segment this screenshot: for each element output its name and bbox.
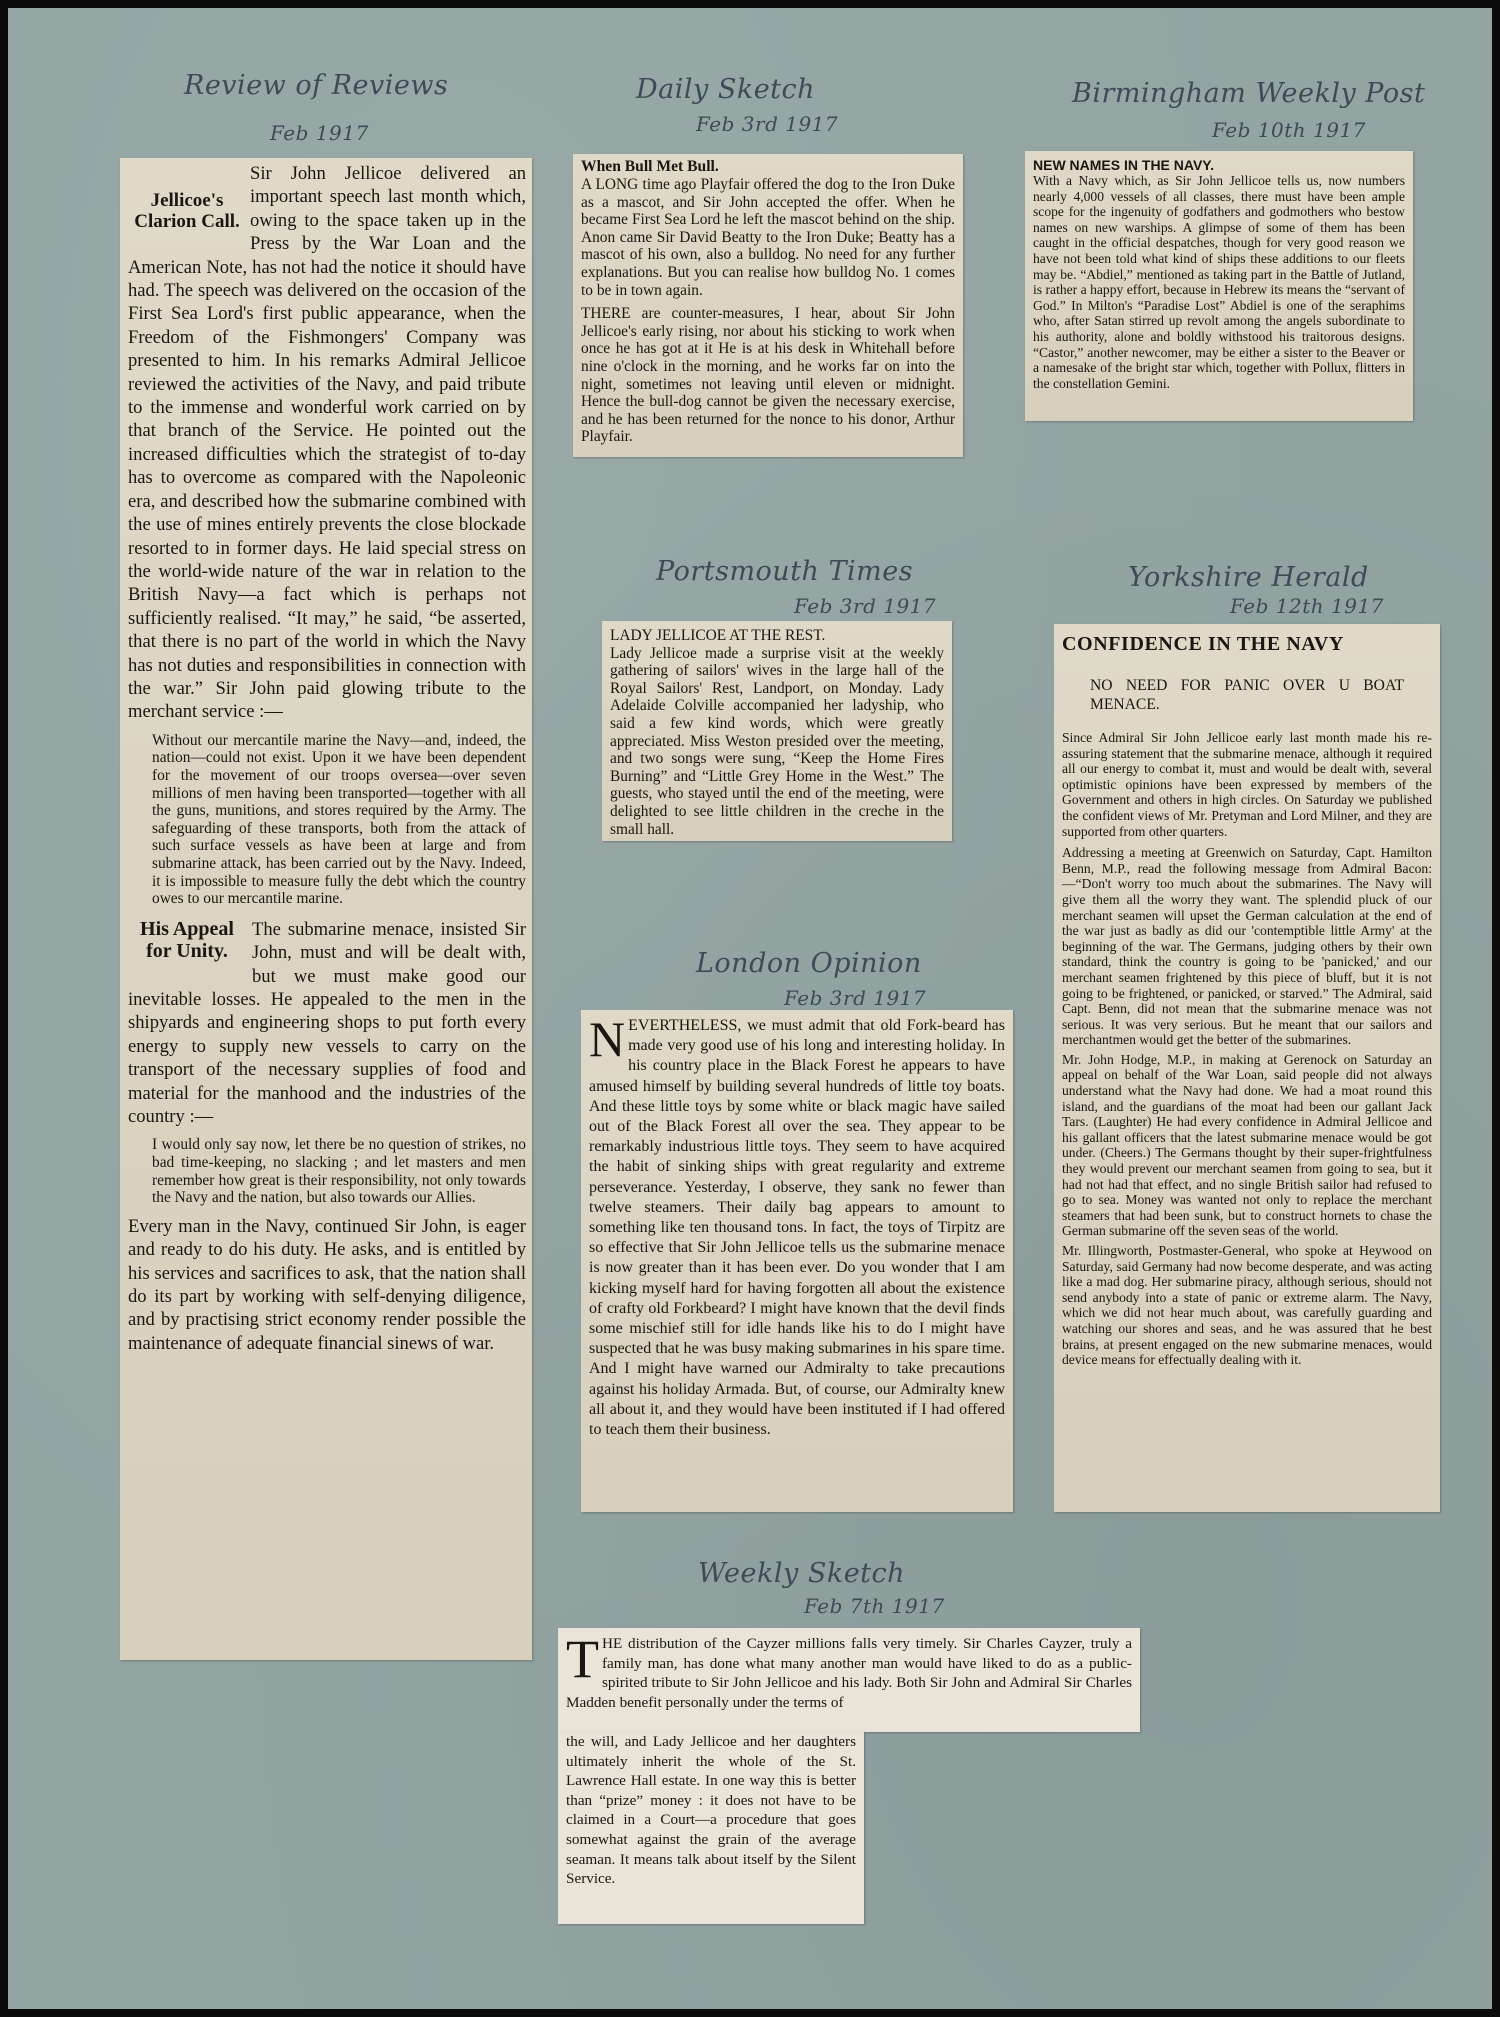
- clipping-portsmouth-times: [602, 621, 952, 841]
- clipping-london-opinion: [581, 1010, 1013, 1512]
- portsmouth-text: Lady Jellicoe made a surprise visit at the weekly gathering of sailors' wives in the large hall of the Royal Sailors' Rest, Landport, on Monday. Lady Adelaide Colville accompanied her ladyship, who said a few kind words, which were greatly appreciated. Miss Weston presided over the meeting, and two songs were sung, “Keep the Home Fires Burning” and “Little Grey Home in the West.” The guests, who stayed until the end of the meeting, were delighted to see little children in the creche in the small hall.: [610, 644, 944, 838]
- weekly-text-top: HE distribution of the Cayzer millions falls very timely. Sir Charles Cayzer, truly a family man, has done what many another man would have liked to do as a public-spirited tribute to Sir John Jellicoe and his lady. Both Sir John and Admiral Sir Charles Madden benefit personally under the terms of: [566, 1635, 1132, 1711]
- review-every-man-para: Every man in the Navy, continued Sir John, is eager and ready to do his duty. He asks, and is entitled by his services and sacrifices to ask, that the nation shall do its part by working with self-denying diligence, and by practising strict economy render possible the maintenance of adequate financial sinews of war.: [128, 1215, 526, 1354]
- clipping-birmingham-weekly-post: [1025, 151, 1413, 421]
- source-birmingham-weekly-post: Birmingham Weekly Post: [1072, 78, 1426, 109]
- daily-title: When Bull Met Bull.: [581, 158, 719, 175]
- yorkshire-para-statement: Since Admiral Sir John Jellicoe early last month made his re-assuring statement that the submarine menace, although it required all our energy to combat it, must and would be dealt with, several optimistic opinions have been expressed by members of the Government and others in high circles. On Saturday we published the confident views of Mr. Pretyman and Lord Milner, and they are supported from other quarters.: [1062, 730, 1432, 839]
- yorkshire-para-hodge: Mr. John Hodge, M.P., in making at Gerenock on Saturday an appeal on behalf of the War Loan, said people did not always understand what the Navy had done. We had a moat round this island, and the guardians of the moat had been our gallant Jack Tars. (Laughter) He had every confidence in Admiral Jellicoe and his gallant officers that the latest submarine menace would be got under. (Cheers.) The Germans thought by their super-frightfulness they would prevent our merchant seamen from going to sea, but it had not had that effect, and no single British sailor had refused to go to sea. Money was wanted not only to replace the merchant steamers that had been sunk, but to construct hornets to chase the German submarine off the seven seas of the world.: [1062, 1051, 1432, 1239]
- review-intro: Sir John Jellicoe delivered an important speech last month which, owing to the space taken up in the Press by the War Loan and the American Note, has not had the notice it should have had. The speech was delivered on the occasion of the First Sea Lord's first public appearance, when the Freedom of the Fishmongers' Company was presented to him. In his remarks Admiral Jellicoe reviewed the activities of the Navy, and paid tribute to the immense and wonderful work carried on by that branch of the Service. He pointed out the increased difficulties which the strategist of to-day has to overcome as compared with the Napoleonic era, and described how the submarine combined with the use of mines entirely prevents the close blockade resorted to in former days. He laid special stress on the world-wide nature of the war in relation to the British Navy—a fact which is perhaps not sufficiently realised. “It may,” he said, “be asserted, that there is no part of the world in which the Navy has not duties and responsibilities in connection with the war.” Sir John paid glowing tribute to the merchant service :—: [128, 163, 526, 723]
- review-quote-mercantile: Without our mercantile marine the Navy—and, indeed, the nation—could not exist. Upon it we have been dependent for the movement of our troops oversea—over seven millions of men having been transported—together with all the guns, munitions, and stores required by the Army. The safeguarding of these transports, both from the attack of such surface vessels as have been at large and from submarine attack, has been carried out by the Navy. Indeed, it is impossible to measure fully the debt which the country owes to our mercantile marine.: [152, 731, 526, 908]
- source-weekly-sketch: Weekly Sketch: [698, 1558, 906, 1589]
- side-head-clarion-call: Jellicoe's Clarion Call.: [134, 190, 240, 232]
- london-dropcap: N: [589, 1011, 626, 1067]
- source-portsmouth-times: Portsmouth Times: [656, 556, 914, 587]
- source-daily-sketch: Daily Sketch: [636, 74, 816, 105]
- scrapbook-page: [8, 8, 1492, 2009]
- weekly-dropcap: T: [566, 1629, 599, 1689]
- clipping-review-of-reviews: [120, 158, 532, 1660]
- clipping-daily-sketch: [573, 154, 963, 457]
- clipping-yorkshire-herald: [1054, 624, 1440, 1512]
- portsmouth-title: LADY JELLICOE AT THE REST.: [610, 627, 826, 644]
- yorkshire-para-bacon: Addressing a meeting at Greenwich on Saturday, Capt. Hamilton Benn, M.P., read the following message from Admiral Bacon:—“Don't worry too much about the submarines. The Navy will give them all the worry they want. The splendid pluck of our merchant seamen will upset the German calculation at the end of the war just as badly as did our 'contemptible little Army' at the beginning of the war. The Germans, judging others by their own standard, think the country is going to be 'panicked,' and our merchant seamen frightened by this piece of bluff, but it is not going to be frightened, or panicked, or starved.” The Admiral, said Capt. Benn, did not mean that the submarine menace was not serious. It was very serious. But he meant that our sailors and merchantmen would get the better of the submarines.: [1062, 845, 1432, 1048]
- source-review-of-reviews: Review of Reviews: [184, 70, 449, 101]
- yorkshire-title: CONFIDENCE IN THE NAVY: [1062, 633, 1344, 655]
- birmingham-text: With a Navy which, as Sir John Jellicoe tells us, now numbers nearly 4,000 vessels of all classes, there must have been ample scope for the ingenuity of godfathers and godmothers who bestow names on new warships. A glimpse of some of them has been caught in the official despatches, though for very good reason we have not been told what kind of ships these additions to our fleets may be. “Abdiel,” mentioned as taking part in the Battle of Jutland, is rather a happy effort, because in Hebrew its means the “servant of God.” In Milton's “Paradise Lost” Abdiel is one of the seraphims who, after Satan stirred up revolt among the angels subordinate to his authority, alone and boldly withstood his traitorous designs. “Castor,” another newcomer, may be either a sister to the Beaver or a namesake of the bright star which, together with Pollux, flitters in the constellation Gemini.: [1033, 173, 1405, 391]
- yorkshire-para-illingworth: Mr. Illingworth, Postmaster-General, who spoke at Heywood on Saturday, said Germany had now become desperate, and was acting like a mad dog. Her submarine piracy, although serious, should not send anybody into a state of panic or extreme alarm. The Navy, which we did not hear much about, was carefully guarding and watching our shores and seas, and he was assured that he best brains, at present engaged on the new submarine menaces, would device means for effectually dealing with it.: [1062, 1243, 1432, 1368]
- side-head-appeal-unity: His Appeal for Unity.: [140, 917, 234, 962]
- birmingham-title: NEW NAMES IN THE NAVY.: [1033, 157, 1214, 173]
- daily-para-mascot: A LONG time ago Playfair offered the dog to the Iron Duke as a mascot, and Sir John accepted the offer. When he became First Sea Lord he left the mascot behind on the ship. Anon came Sir David Beatty to the Iron Duke; Beatty has a mascot of his own, also a bulldog. No need for any further explanations. But you can realise how bulldog No. 1 comes to be in town again.: [581, 176, 955, 299]
- clipping-weekly-sketch: [558, 1628, 1140, 1732]
- review-quote-strikes: I would only say now, let there be no question of strikes, no bad time-keeping, no slacking ; and let masters and men remember how great is their responsibility, not only towards the Navy and the nation, but also towards our Allies.: [152, 1136, 526, 1207]
- weekly-text-bottom: the will, and Lady Jellicoe and her daughters ultimately inherit the whole of the St. Lawrence Hall estate. In one way this is better than “prize” money : it does not have to be claimed in a Court—a procedure that goes somewhat against the grain of the average seaman. It means talk about itself by the Silent Service.: [566, 1733, 856, 1888]
- date-yorkshire-herald: Feb 12th 1917: [1230, 594, 1384, 618]
- review-submarine-para: The submarine menace, insisted Sir John, must and will be dealt with, but we must make good our inevitable losses. He appealed to the men in the shipyards and engineering shops to put forth every energy to supply new vessels to carry on the transport of the necessary supplies of food and material for the manhood and the industries of the country :—: [128, 918, 526, 1127]
- clipping-weekly-sketch-lower: [558, 1732, 864, 1924]
- date-london-opinion: Feb 3rd 1917: [784, 986, 927, 1010]
- source-london-opinion: London Opinion: [696, 948, 922, 979]
- daily-para-early-rising: THERE are counter-measures, I hear, about Sir John Jellicoe's early rising, nor about his sticking to work when once he has got at it He is at his desk in Whitehall before nine o'clock in the morning, and he works far on into the night, sometimes not leaving until eleven or midnight. Hence the bull-dog cannot be given the necessary exercise, and he has been returned for the nonce to his donor, Arthur Playfair.: [581, 305, 955, 446]
- source-yorkshire-herald: Yorkshire Herald: [1128, 562, 1369, 593]
- date-review-of-reviews: Feb 1917: [270, 121, 369, 145]
- yorkshire-subtitle: NO NEED FOR PANIC OVER U BOAT MENACE.: [1090, 677, 1404, 713]
- london-text: EVERTHELESS, we must admit that old Fork-beard has made very good use of his long and interesting holiday. In his country place in the Black Forest he appears to have amused himself by building several hundreds of little toy boats. And these little toys by some white or black magic have sailed out of the Black Forest all over the sea. They appear to be remarkably industrious little toys. They seem to have acquired the habit of sinking ships with great regularity and extreme perseverance. Yesterday, I observe, they sank no fewer than twelve steamers. Their daily bag appears to amount to something like ten thousand tons. In fact, the toys of Tirpitz are so effective that Sir John Jellicoe tells us the submarine menace is now greater than it has been ever. Do you wonder that I am kicking myself hard for having forgotten all about the existence of crafty old Forkbeard? I might have known that the devil finds some mischief still for idle hands like his to do I might have suspected that he was busy making submarines in his spare time. And I might have warned our Admiralty to take precautions against his holiday Armada. But, of course, our Admiralty knew all about it, and they would have been instituted if I had offered to teach them their business.: [589, 1017, 1005, 1439]
- date-birmingham-weekly-post: Feb 10th 1917: [1212, 118, 1366, 142]
- date-daily-sketch: Feb 3rd 1917: [696, 112, 839, 136]
- date-weekly-sketch: Feb 7th 1917: [804, 1594, 945, 1618]
- date-portsmouth-times: Feb 3rd 1917: [794, 594, 937, 618]
